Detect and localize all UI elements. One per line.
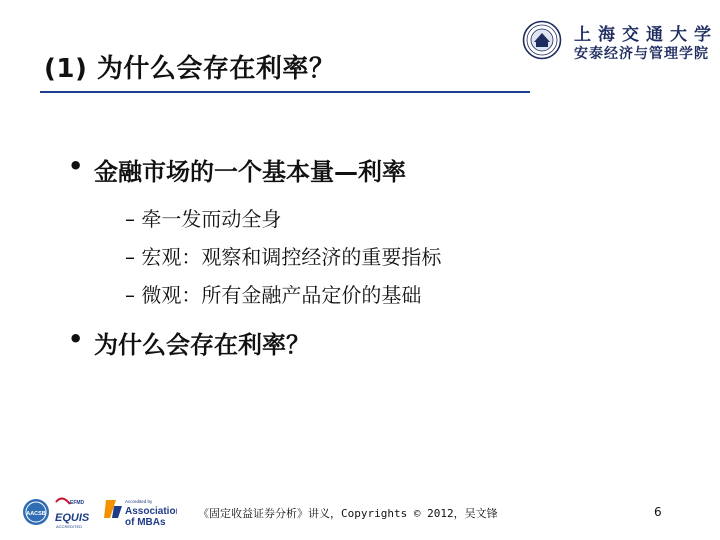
sub-bullet-text: – 微观：所有金融产品定价的基础 [125,283,422,307]
efmd-label: EFMD [70,500,85,506]
university-seal-icon [522,20,562,60]
university-logo [522,20,718,68]
bullet-icon: • [68,152,84,180]
bullet-text: 为什么会存在利率？ [94,331,310,359]
logo-university-name: 上海交通大学 [574,25,718,45]
sub-bullet-text: – 宏观：观察和调控经济的重要指标 [125,245,442,269]
amba-line1-label: Association [125,506,177,517]
bullet-text: 金融市场的一个基本量—利率 [94,158,406,186]
bullet-icon: • [68,325,84,353]
page-number: 6 [654,505,662,519]
logo-school-name: 安泰经济与管理学院 [574,46,709,62]
aacsb-label: AACSB [26,511,46,517]
sub-bullet-text: – 牵一发而动全身 [125,207,282,231]
accreditation-logos [22,490,177,532]
amba-top-label: Accredited by [125,499,153,504]
equis-sub-label: ACCREDITED [56,524,83,529]
footer-copyright: 《固定收益证券分析》讲义，Copyrights © 2012，吴文锋 [198,507,498,520]
slide-title: (1) 为什么会存在利率？ [44,54,336,84]
amba-line2-label: of MBAs [125,517,166,528]
equis-label: EQUIS [55,512,90,524]
accreditation-badges-icon [22,490,177,532]
title-underline [40,91,530,93]
